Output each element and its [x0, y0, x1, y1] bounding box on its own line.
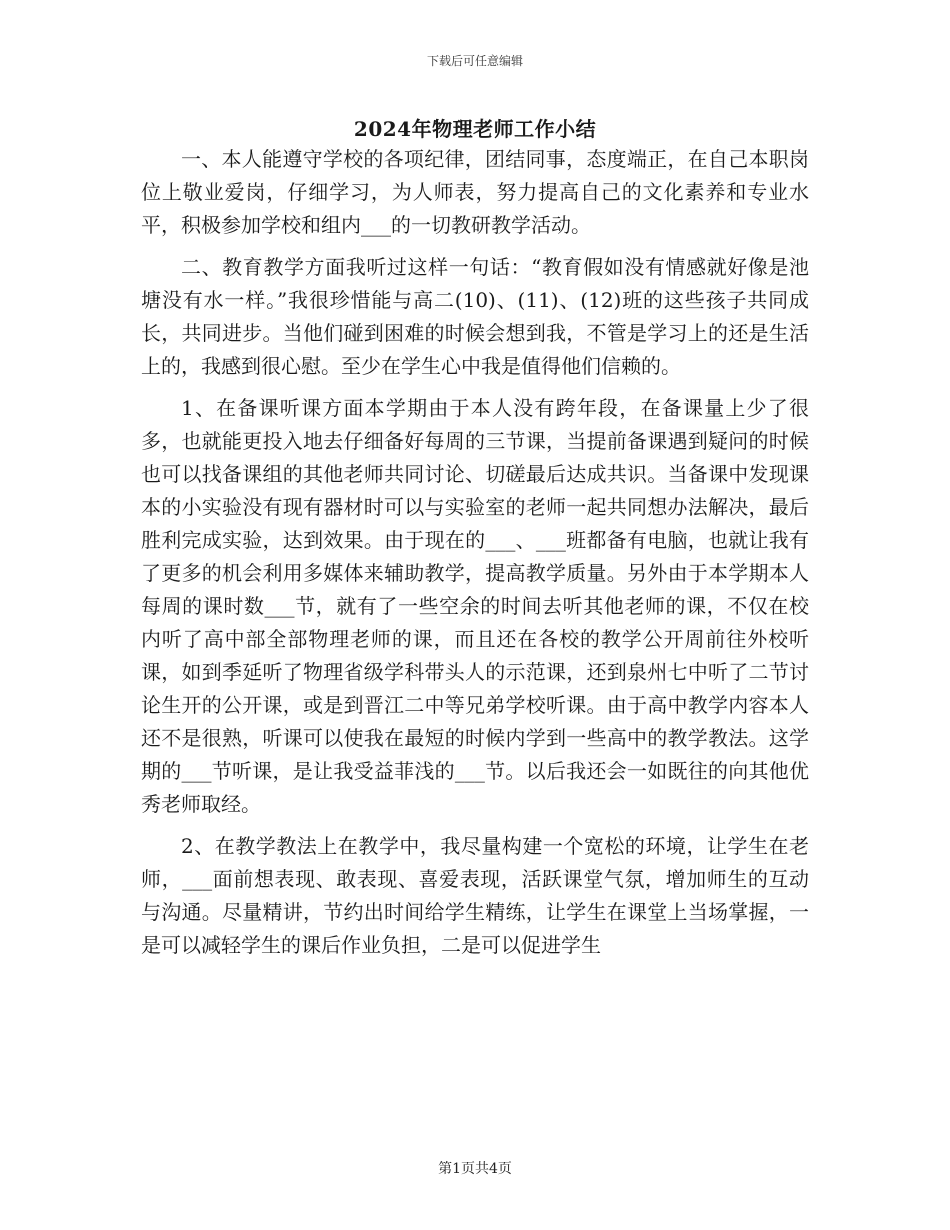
page-header-note: 下载后可任意编辑	[426, 54, 523, 68]
page-number: 第1页共4页	[438, 1161, 512, 1177]
document-title: 2024年物理老师工作小结	[353, 117, 597, 141]
paragraph-teaching-emotion: 二、教育教学方面我听过这样一句话：“教育假如没有情感就好像是池塘没有水一样。”我很珍惜能与高二(10)、(11)、(12)班的这些孩子共同成长，共同进步。当他们碰到困难的时候会想到我，不管是学习上的还是生活上的，我感到很心慰。至少在学生心中我是值得他们信赖的。	[141, 255, 809, 378]
paragraph-teaching-methods: 2、在教学教法上在教学中，我尽量构建一个宽松的环境，让学生在老师，___面前想表现、敢表现、喜爱表现，活跃课堂气氛，增加师生的互动与沟通。尽量精讲，节约出时间给学生精练，让学生在课堂上当场掌握，一是可以减轻学生的课后作业负担，二是可以促进学生	[141, 834, 809, 957]
paragraph-discipline: 一、本人能遵守学校的各项纪律，团结同事，态度端正，在自己本职岗位上敬业爱岗，仔细学习，为人师表，努力提高自己的文化素养和专业水平，积极参加学校和组内___的一切教研教学活动。	[141, 147, 809, 237]
document-body	[141, 143, 809, 962]
paragraph-lesson-preparation: 1、在备课听课方面本学期由于本人没有跨年段，在备课量上少了很多，也就能更投入地去仔细备好每周的三节课，当提前备课遇到疑问的时候也可以找备课组的其他老师共同讨论、切磋最后达成共识。当备课中发现课本的小实验没有现有器材时可以与实验室的老师一起共同想办法解决，最后胜利完成实验，达到效果。由于现在的___、___班都备有电脑，也就让我有了更多的机会利用多媒体来辅助教学，提高教学质量。另外由于本学期本人每周的课时数___节，就有了一些空余的时间去听其他老师的课，不仅在校内听了高中部全部物理老师的课，而且还在各校的教学公开周前往外校听课，如到季延听了物理省级学科带头人的示范课，还到泉州七中听了二节讨论生开的公开课，或是到晋江二中等兄弟学校听课。由于高中教学内容本人还不是很熟，听课可以使我在最短的时候内学到一些高中的教学教法。这学期的___节听课，是让我受益菲浅的___节。以后我还会一如既往的向其他优秀老师取经。	[141, 396, 809, 816]
